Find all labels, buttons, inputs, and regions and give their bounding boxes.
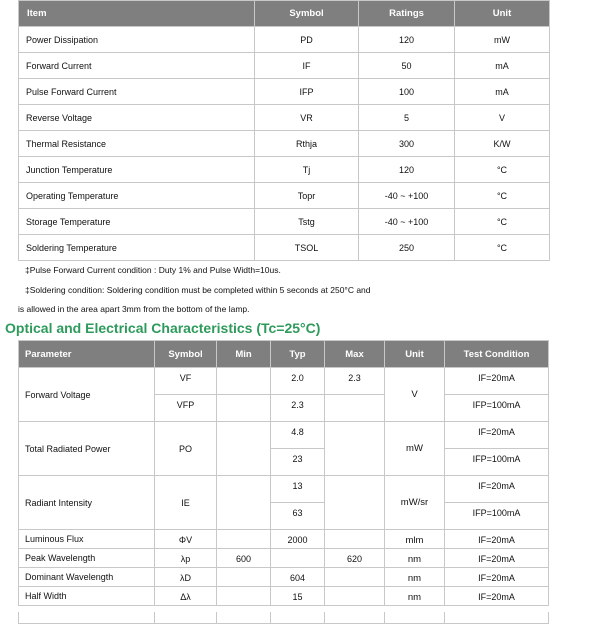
table-row [19, 587, 549, 606]
unit-cell: °C [455, 209, 550, 235]
optical-header-min: Min [217, 341, 271, 368]
unit-cell: mW [455, 27, 550, 53]
item-cell: Reverse Voltage [19, 105, 255, 131]
max-cell [325, 476, 385, 530]
typ-cell: 2.3 [271, 395, 325, 422]
param-total-radiated-power: Total Radiated Power [19, 422, 155, 476]
optical-header-max: Max [325, 341, 385, 368]
optical-electrical-characteristics-table [18, 340, 549, 624]
optical-header-test-condition: Test Condition [445, 341, 549, 368]
soldering-note: ‡Soldering condition: Soldering condition must be completed within 5 seconds at 250°C and [25, 285, 371, 295]
table-row [19, 568, 549, 587]
symbol-cell: Δλ [155, 587, 217, 606]
symbol-cell: λp [155, 549, 217, 568]
item-cell: Pulse Forward Current [19, 79, 255, 105]
ratings-header-item: Item [19, 1, 255, 27]
unit-cell: nm [385, 587, 445, 606]
rating-cell: 250 [359, 235, 455, 261]
soldering-note-continued: is allowed in the area apart 3mm from the bottom of the lamp. [18, 304, 250, 314]
symbol-cell: PD [255, 27, 359, 53]
symbol-cell: ΦV [155, 530, 217, 549]
condition-cell: IF=20mA [445, 476, 549, 503]
unit-cell: °C [455, 157, 550, 183]
min-cell [217, 530, 271, 549]
rating-cell: 120 [359, 157, 455, 183]
min-cell [217, 368, 271, 395]
typ-cell: 2.0 [271, 368, 325, 395]
unit-cell: mA [455, 53, 550, 79]
typ-cell: 63 [271, 503, 325, 530]
param-radiant-intensity: Radiant Intensity [19, 476, 155, 530]
typ-cell: 604 [271, 568, 325, 587]
symbol-cell: Topr [255, 183, 359, 209]
typ-cell: 4.8 [271, 422, 325, 449]
parameter-cell: Half Width [19, 587, 155, 606]
unit-cell: mW/sr [385, 476, 445, 530]
min-cell [217, 395, 271, 422]
symbol-cell: Tstg [255, 209, 359, 235]
unit-cell: V [385, 368, 445, 422]
optical-header-typ: Typ [271, 341, 325, 368]
parameter-cell: Luminous Flux [19, 530, 155, 549]
condition-cell: IFP=100mA [445, 503, 549, 530]
item-cell: Junction Temperature [19, 157, 255, 183]
ratings-header-ratings: Ratings [359, 1, 455, 27]
symbol-cell: IF [255, 53, 359, 79]
condition-cell: IF=20mA [445, 568, 549, 587]
absolute-maximum-ratings-table [18, 0, 550, 261]
condition-cell: IF=20mA [445, 422, 549, 449]
max-cell [325, 530, 385, 549]
optical-header-unit: Unit [385, 341, 445, 368]
optical-characteristics-heading: Optical and Electrical Characteristics (Tc=25°C) [5, 320, 321, 336]
unit-cell: mA [455, 79, 550, 105]
condition-cell: IFP=100mA [445, 449, 549, 476]
condition-cell: IF=20mA [445, 530, 549, 549]
table-row [19, 157, 550, 183]
min-cell: 600 [217, 549, 271, 568]
optical-header-symbol: Symbol [155, 341, 217, 368]
max-cell [325, 395, 385, 422]
min-cell [217, 422, 271, 476]
symbol-cell: IFP [255, 79, 359, 105]
item-cell: Storage Temperature [19, 209, 255, 235]
ratings-header-row [19, 1, 550, 27]
typ-cell [271, 549, 325, 568]
typ-cell: 15 [271, 587, 325, 606]
symbol-cell: Rthja [255, 131, 359, 157]
table-row [19, 209, 550, 235]
unit-cell: °C [455, 183, 550, 209]
condition-cell: IFP=100mA [445, 395, 549, 422]
item-cell: Forward Current [19, 53, 255, 79]
param-forward-voltage: Forward Voltage [19, 368, 155, 422]
rating-cell: 100 [359, 79, 455, 105]
item-cell: Soldering Temperature [19, 235, 255, 261]
typ-cell: 2000 [271, 530, 325, 549]
typ-cell: 23 [271, 449, 325, 476]
unit-cell: mW [385, 422, 445, 476]
rating-cell: 5 [359, 105, 455, 131]
optical-header-parameter: Parameter [19, 341, 155, 368]
rating-cell: -40 ~ +100 [359, 183, 455, 209]
unit-cell: V [455, 105, 550, 131]
max-cell: 2.3 [325, 368, 385, 395]
item-cell: Operating Temperature [19, 183, 255, 209]
typ-cell: 13 [271, 476, 325, 503]
rating-cell: -40 ~ +100 [359, 209, 455, 235]
unit-cell: K/W [455, 131, 550, 157]
unit-cell: mlm [385, 530, 445, 549]
symbol-cell: VF [155, 368, 217, 395]
max-cell [325, 568, 385, 587]
ratings-header-symbol: Symbol [255, 1, 359, 27]
min-cell [217, 587, 271, 606]
min-cell [217, 568, 271, 587]
table-row [19, 183, 550, 209]
table-row [19, 530, 549, 549]
min-cell [217, 476, 271, 530]
symbol-cell: TSOL [255, 235, 359, 261]
unit-cell: nm [385, 549, 445, 568]
condition-cell: IF=20mA [445, 587, 549, 606]
table-row [19, 476, 549, 503]
symbol-cell: IE [155, 476, 217, 530]
pulse-current-note: ‡Pulse Forward Current condition : Duty 1% and Pulse Width=10us. [25, 265, 281, 275]
optical-header-row [19, 341, 549, 368]
symbol-cell: Tj [255, 157, 359, 183]
rating-cell: 120 [359, 27, 455, 53]
item-cell: Power Dissipation [19, 27, 255, 53]
rating-cell: 50 [359, 53, 455, 79]
rating-cell: 300 [359, 131, 455, 157]
symbol-cell: PO [155, 422, 217, 476]
table-row [19, 368, 549, 395]
symbol-cell: λD [155, 568, 217, 587]
table-row [19, 235, 550, 261]
max-cell: 620 [325, 549, 385, 568]
condition-cell: IF=20mA [445, 368, 549, 395]
table-row [19, 549, 549, 568]
max-cell [325, 422, 385, 476]
symbol-cell: VFP [155, 395, 217, 422]
ratings-header-unit: Unit [455, 1, 550, 27]
table-row [19, 105, 550, 131]
parameter-cell: Peak Wavelength [19, 549, 155, 568]
max-cell [325, 587, 385, 606]
item-cell: Thermal Resistance [19, 131, 255, 157]
unit-cell: nm [385, 568, 445, 587]
table-row [19, 422, 549, 449]
page-bottom-cutoff [0, 606, 593, 612]
table-row [19, 79, 550, 105]
unit-cell: °C [455, 235, 550, 261]
table-row [19, 53, 550, 79]
table-row [19, 131, 550, 157]
condition-cell: IF=20mA [445, 549, 549, 568]
symbol-cell: VR [255, 105, 359, 131]
table-row [19, 27, 550, 53]
parameter-cell: Dominant Wavelength [19, 568, 155, 587]
